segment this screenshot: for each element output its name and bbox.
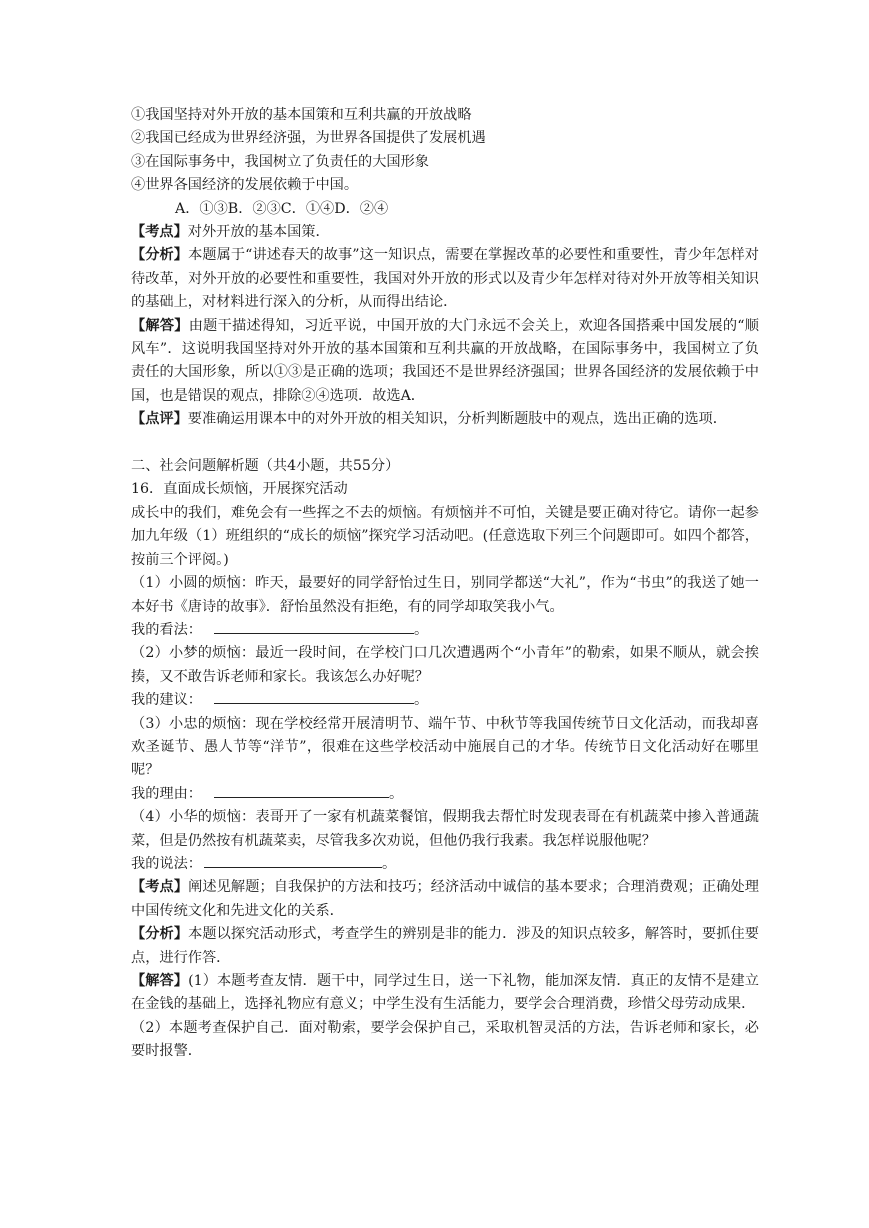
answer-label: 我的理由： xyxy=(131,785,202,802)
answer-blank[interactable] xyxy=(214,783,389,798)
q16-part1: （1）小圆的烦恼：昨天，最要好的同学舒怡过生日，别同学都送“大礼”，作为“书虫”的我送了她一本好书《唐诗的故事》．舒怡虽然没有拒绝，有的同学却取笑我小气。 xyxy=(131,575,759,615)
kaodian-tag: 【考点】 xyxy=(131,224,188,241)
answer-blank[interactable] xyxy=(214,689,414,704)
kaodian-text: 阐述见解题；自我保护的方法和技巧；经济活动中诚信的基本要求；合理消费观；正确处理中国传统文化和先进文化的关系． xyxy=(131,879,759,919)
jieda-text: 由题干描述得知，习近平说，中国开放的大门永远不会关上，欢迎各国搭乘中国发展的“顺风车”．这说明我国坚持对外开放的基本国策和互利共赢的开放战略，在国际事务中，我国树立了负责任的大国形象，所以①③是正确的选项；我国还不是世界经济强国；世界各国经济的发展依赖于中国，也是错误的观点，排除②④选项．故选A． xyxy=(131,317,759,404)
q15-jieda xyxy=(131,315,759,409)
dianping-text: 要准确运用课本中的对外开放的相关知识，分析判断题肢中的观点，选出正确的选项． xyxy=(187,411,727,428)
q16-jieda-1 xyxy=(131,970,759,1017)
period: 。 xyxy=(413,692,429,709)
jieda-text: (1）本题考查友情．题干中，同学过生日，送一下礼物，能加深友情．真正的友情不是建立在金钱的基础上，选择礼物应有意义；中学生没有生活能力，要学会合理消费，珍惜父母劳动成果． xyxy=(131,973,759,1013)
answer-line-3 xyxy=(131,783,759,806)
option-1: ①我国坚持对外开放的基本国策和互利共赢的开放战略 xyxy=(131,107,472,123)
period: 。 xyxy=(413,621,429,638)
q16-part4: （4）小华的烦恼：表哥开了一家有机蔬菜餐馆，假期我去帮忙时发现表哥在有机蔬菜中掺入普通蔬菜，但是仍然按有机蔬菜卖，尽管我多次劝说，但他仍我行我素。我怎样说服他呢？ xyxy=(131,809,759,849)
q16-kaodian xyxy=(131,876,759,923)
q15-kaodian xyxy=(131,221,759,244)
fenxi-text: 本题属于“讲述春天的故事”这一知识点，需要在掌握改革的必要性和重要性，青少年怎样对待改革，对外开放的必要性和重要性，我国对外开放的形式以及青少年怎样对待对外开放等相关知识的基础上，对材料进行深入的分析，从而得出结论． xyxy=(131,247,759,311)
fenxi-text: 本题以探究活动形式，考查学生的辨别是非的能力．涉及的知识点较多，解答时，要抓住要点，进行作答． xyxy=(131,926,759,966)
answer-blank[interactable] xyxy=(214,619,414,634)
fenxi-tag: 【分析】 xyxy=(131,247,189,264)
option-4: ④世界各国经济的发展依赖于中国。 xyxy=(131,177,359,194)
spacer xyxy=(131,432,759,455)
fenxi-tag: 【分析】 xyxy=(131,926,189,943)
option-2: ②我国已经成为世界经济强，为世界各国提供了发展机遇 xyxy=(131,130,486,147)
answer-line-4 xyxy=(131,853,759,876)
answer-line-1 xyxy=(131,619,759,642)
q16-intro: 成长中的我们，难免会有一些挥之不去的烦恼。有烦恼并不可怕，关键是要正确对待它。请你一起参加九年级（1）班组织的“成长的烦恼”探究学习活动吧。(任意选取下列三个问题即可。如四个都答，按前三个评阅。) xyxy=(131,504,759,568)
period: 。 xyxy=(388,785,404,802)
section-heading: 二、社会问题解析题（共4小题，共55分） xyxy=(131,458,400,475)
q16-fenxi xyxy=(131,923,759,970)
option-3: ③在国际事务中，我国树立了负责任的大国形象 xyxy=(131,153,429,170)
kaodian-text: 对外开放的基本国策． xyxy=(187,224,330,241)
period: 。 xyxy=(381,855,397,872)
q16-title: 16．直面成长烦恼，开展探究活动 xyxy=(131,481,348,498)
answer-label: 我的建议： xyxy=(131,692,202,709)
answer-line-2 xyxy=(131,689,759,712)
q15-fenxi xyxy=(131,244,759,314)
q16-jieda-2: （2）本题考查保护自己．面对勒索，要学会保护自己，采取机智灵活的方法，告诉老师和家长，必要时报警． xyxy=(131,1019,759,1060)
answer-blank[interactable] xyxy=(204,853,382,868)
kaodian-tag: 【考点】 xyxy=(131,879,189,896)
dianping-tag: 【点评】 xyxy=(131,411,188,428)
q15-dianping xyxy=(131,408,759,431)
q15-options xyxy=(131,104,759,221)
answer-label: 我的看法： xyxy=(131,621,202,638)
jieda-tag: 【解答】 xyxy=(131,973,189,990)
q16-part3: （3）小忠的烦恼：现在学校经常开展清明节、端午节、中秋节等我国传统节日文化活动，而我却喜欢圣诞节、愚人节等“洋节”，很难在这些学校活动中施展自己的才华。传统节日文化活动好在哪里呢？ xyxy=(131,715,759,779)
q16-part2: （2）小梦的烦恼：最近一段时间，在学校门口几次遭遇两个“小青年”的勒索，如果不顺从，就会挨揍，又不敢告诉老师和家长。我该怎么办好呢？ xyxy=(131,645,759,685)
jieda-tag: 【解答】 xyxy=(131,317,189,334)
answer-choices: A．①③B．②③C．①④D．②④ xyxy=(175,200,389,217)
answer-label: 我的说法： xyxy=(131,855,202,872)
